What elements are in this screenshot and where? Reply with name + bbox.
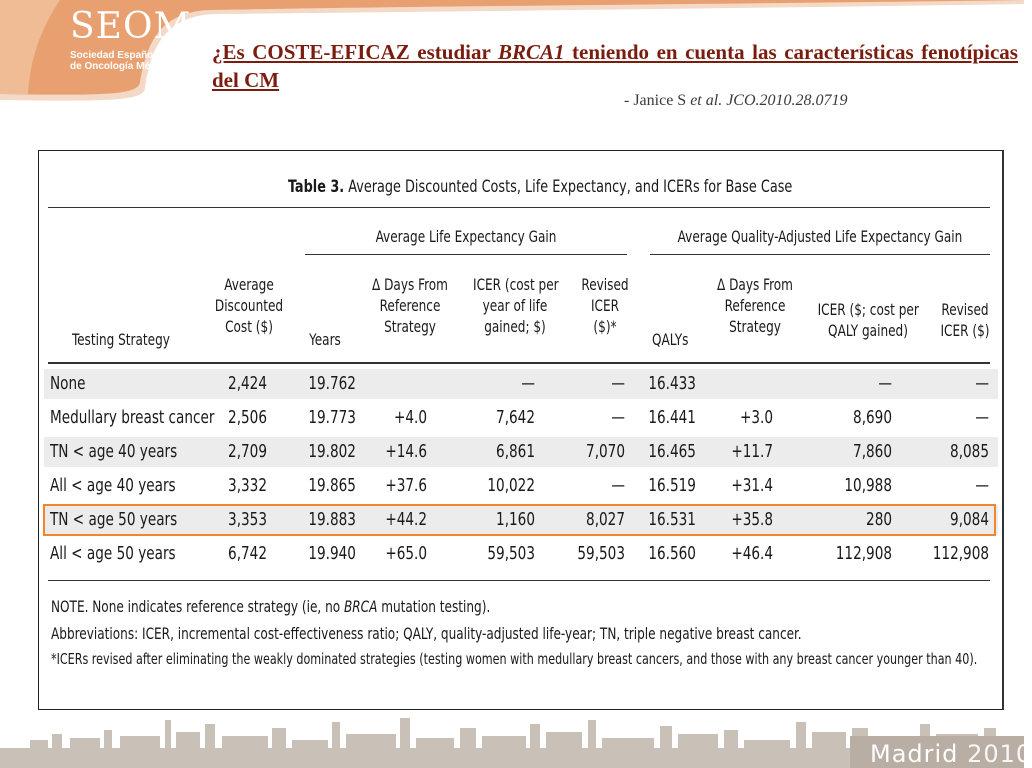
- col-header-cost-line: Discounted: [214, 296, 284, 315]
- table-caption: [288, 177, 792, 198]
- col-header-years: Years: [309, 330, 341, 349]
- table-note: [51, 597, 490, 616]
- cell-icer2: —: [878, 373, 892, 394]
- note-text: NOTE. None indicates reference strategy (ie, no: [51, 597, 344, 616]
- col-header-days-1: [368, 274, 452, 337]
- cell-years: 19.865: [308, 475, 356, 496]
- cell-icer2: 8,690: [853, 407, 892, 428]
- cell-days1: +44.2: [385, 509, 427, 530]
- cell-rev2: —: [975, 373, 989, 394]
- cell-icer1: 7,642: [496, 407, 535, 428]
- table-footnote: *ICERs revised after eliminating the weakly dominated strategies (testing women with medullary breast cancers, and those with any breast cancer younger than 40).: [51, 650, 978, 668]
- col-header-rev-line: Revised: [581, 275, 629, 294]
- col-header-cost-line: Average: [224, 275, 274, 294]
- cell-rev2: 112,908: [932, 543, 989, 564]
- col-header-icer-line: ICER ($; cost per: [817, 300, 919, 319]
- cell-years: 19.773: [308, 407, 356, 428]
- cell-icer1: —: [521, 373, 535, 394]
- col-header-rev-line: ICER ($): [940, 321, 990, 340]
- group-header-life-expectancy: Average Life Expectancy Gain: [375, 227, 557, 246]
- title-text-1: ¿Es COSTE-EFICAZ estudiar: [212, 40, 498, 64]
- col-header-icer-1: [473, 274, 557, 337]
- caption-rule: [48, 207, 990, 208]
- cell-strategy: All < age 50 years: [50, 543, 176, 564]
- col-header-days-line: Δ Days From: [372, 275, 448, 294]
- table-label: Table 3.: [288, 177, 345, 197]
- cell-years: 19.940: [308, 543, 356, 564]
- cell-qalys: 16.560: [648, 543, 696, 564]
- cell-rev1: 8,027: [586, 509, 625, 530]
- citation-author: - Janice S: [624, 92, 691, 109]
- col-header-cost: [211, 274, 287, 337]
- event-city: Madrid: [870, 740, 959, 768]
- cell-icer1: 6,861: [496, 441, 535, 462]
- seom-logo: [70, 8, 190, 72]
- col-header-days-line: Reference: [724, 296, 786, 315]
- logo-subtitle-line1: Sociedad Española: [70, 50, 162, 61]
- cell-days2: +3.0: [739, 407, 773, 428]
- col-header-days-line: Strategy: [384, 317, 436, 336]
- col-header-days-line: Δ Days From: [717, 275, 793, 294]
- cell-days2: +35.8: [731, 509, 773, 530]
- cell-rev1: 7,070: [586, 441, 625, 462]
- cell-qalys: 16.519: [648, 475, 696, 496]
- group-rule-2: [650, 254, 990, 255]
- cell-qalys: 16.441: [648, 407, 696, 428]
- citation: [624, 92, 848, 110]
- logo-subtitle: [70, 50, 190, 72]
- cell-qalys: 16.465: [648, 441, 696, 462]
- cell-strategy: Medullary breast cancer: [50, 407, 215, 428]
- col-header-days-line: Reference: [379, 296, 441, 315]
- event-label: [870, 740, 1032, 768]
- col-header-revised-1: [576, 274, 635, 337]
- cell-strategy: None: [50, 373, 86, 394]
- col-header-days-2: [713, 274, 797, 337]
- cell-icer2: 112,908: [835, 543, 892, 564]
- cell-rev2: —: [975, 475, 989, 496]
- cell-icer2: 7,860: [853, 441, 892, 462]
- title-gene: BRCA1: [497, 40, 565, 64]
- cell-strategy: TN < age 40 years: [50, 441, 178, 462]
- col-header-icer-2: [818, 299, 919, 341]
- cell-cost: 6,742: [228, 543, 267, 564]
- group-header-qaly: Average Quality-Adjusted Life Expectancy Gain: [677, 227, 963, 246]
- cell-years: 19.883: [308, 509, 356, 530]
- cell-rev1: —: [611, 407, 625, 428]
- cell-strategy: TN < age 50 years: [50, 509, 178, 530]
- col-header-qalys: QALYs: [652, 330, 689, 349]
- cell-qalys: 16.531: [648, 509, 696, 530]
- col-header-strategy: Testing Strategy: [72, 330, 170, 349]
- cell-strategy: All < age 40 years: [50, 475, 176, 496]
- col-header-days-line: Strategy: [729, 317, 781, 336]
- col-header-rev-line: ($)*: [593, 317, 617, 336]
- cell-qalys: 16.433: [648, 373, 696, 394]
- cell-days2: +46.4: [731, 543, 773, 564]
- table-bottom-rule: [48, 580, 990, 581]
- cell-years: 19.762: [308, 373, 356, 394]
- cell-days2: +11.7: [731, 441, 773, 462]
- col-header-rev-line: Revised: [941, 300, 989, 319]
- cell-days1: +37.6: [385, 475, 427, 496]
- cell-cost: 3,332: [228, 475, 267, 496]
- header-bottom-rule: [48, 362, 990, 364]
- cell-cost: 2,709: [228, 441, 267, 462]
- cell-rev1: 59,503: [577, 543, 625, 564]
- cell-days1: +65.0: [385, 543, 427, 564]
- cell-years: 19.802: [308, 441, 356, 462]
- cell-rev2: 9,084: [950, 509, 989, 530]
- cell-icer1: 10,022: [487, 475, 535, 496]
- cell-rev2: 8,085: [950, 441, 989, 462]
- col-header-icer-line: ICER (cost per: [473, 275, 559, 294]
- slide-title: [212, 38, 1018, 94]
- cell-icer2: 10,988: [844, 475, 892, 496]
- citation-etal: et al.: [690, 92, 723, 109]
- logo-wordmark: SEOM: [70, 6, 192, 47]
- group-rule-1: [305, 254, 627, 255]
- title-text-2: teniendo en cuenta las características fenotípicas del CM: [212, 40, 1018, 92]
- table-abbreviations: Abbreviations: ICER, incremental cost-effectiveness ratio; QALY, quality-adjusted life-year; TN, triple negative breast cancer.: [51, 624, 802, 643]
- col-header-cost-line: Cost ($): [225, 317, 273, 336]
- cell-cost: 2,506: [228, 407, 267, 428]
- logo-subtitle-line2: de Oncología Médica: [70, 61, 171, 72]
- note-gene: BRCA: [343, 597, 378, 616]
- cell-cost: 3,353: [228, 509, 267, 530]
- cell-days1: +4.0: [393, 407, 427, 428]
- col-header-icer-line: year of life: [482, 296, 548, 315]
- cell-icer1: 59,503: [487, 543, 535, 564]
- col-header-icer-line: gained; $): [484, 317, 546, 336]
- col-header-revised-2: [936, 299, 995, 341]
- cell-icer2: 280: [866, 509, 892, 530]
- event-year: 2010: [967, 740, 1032, 768]
- col-header-icer-line: QALY gained): [828, 321, 908, 340]
- cell-cost: 2,424: [228, 373, 267, 394]
- cell-rev2: —: [975, 407, 989, 428]
- note-text: mutation testing).: [377, 597, 491, 616]
- table-caption-text: Average Discounted Costs, Life Expectancy, and ICERs for Base Case: [344, 177, 793, 197]
- cell-icer1: 1,160: [496, 509, 535, 530]
- citation-ref: JCO.2010.28.0719: [722, 92, 848, 109]
- col-header-rev-line: ICER: [590, 296, 620, 315]
- highlighted-row-box: [43, 504, 996, 536]
- cell-rev1: —: [611, 475, 625, 496]
- cell-days2: +31.4: [731, 475, 773, 496]
- cell-days1: +14.6: [385, 441, 427, 462]
- cell-rev1: —: [611, 373, 625, 394]
